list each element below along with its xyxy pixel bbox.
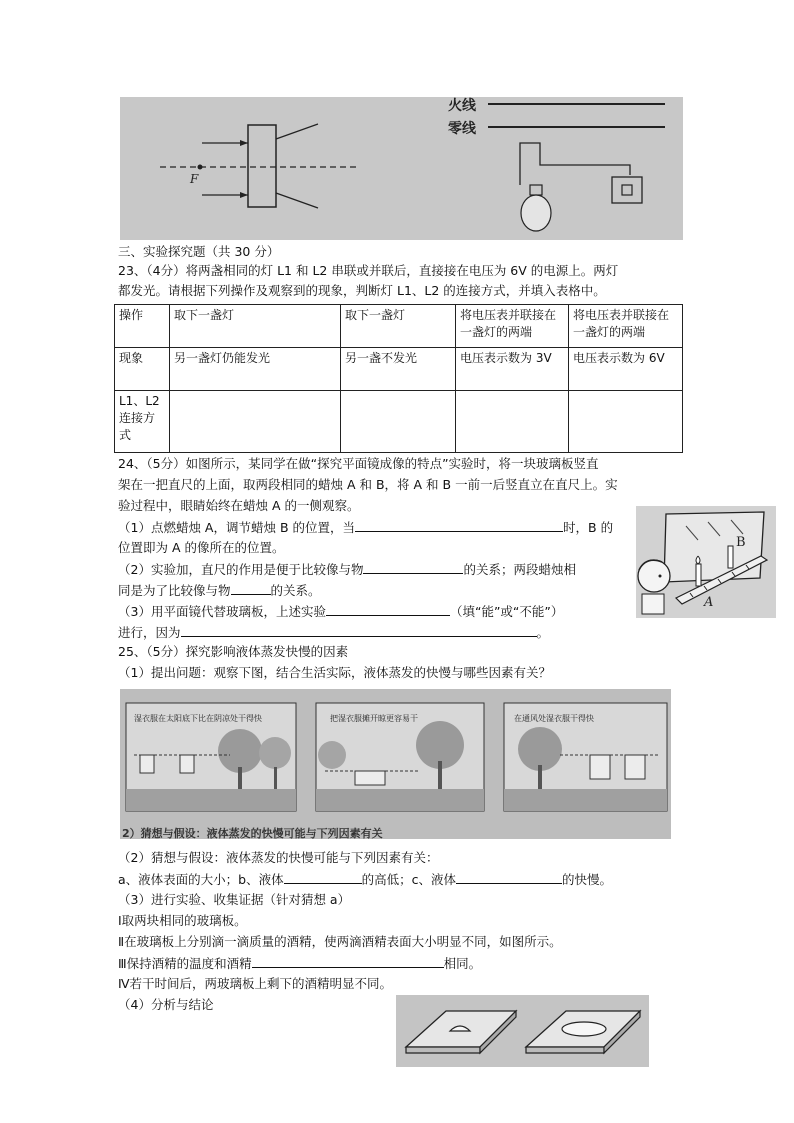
glass-plates-drawing [396, 995, 649, 1067]
q25-question4: （4）分析与结论 [118, 997, 214, 1012]
cropped-caption: 2）猜想与假设：液体蒸发的快慢可能与下列因素有关 [122, 827, 383, 839]
q25-question2: （2）猜想与假设：液体蒸发的快慢可能与下列因素有关： [118, 850, 439, 865]
q25-question3: （3）进行实验、收集证据（针对猜想 a） [118, 892, 351, 907]
q24-part3: （3）用平面镜代替玻璃板，上述实验 （填“能”或“不能”） [118, 604, 564, 619]
connection-table [114, 304, 683, 453]
q25-hypotheses: a、液体表面的大小；b、液体 的高低；c、液体 的快慢。 [118, 872, 612, 887]
panel-caption: 在通风处湿衣服干得快 [514, 714, 594, 723]
answer-cell[interactable] [341, 391, 456, 453]
q24-line1: 24、（5分）如图所示，某同学在做“探究平面镜成像的特点”实验时，将一块玻璃板竖直 [118, 456, 599, 471]
table-cell: 取下一盏灯 [341, 305, 456, 348]
focus-label: F [190, 172, 199, 186]
answer-cell[interactable] [456, 391, 569, 453]
q24-part1: （1）点燃蜡烛 A，调节蜡烛 B 的位置，当 时，B 的 [118, 520, 614, 535]
answer-blank[interactable] [252, 954, 444, 968]
q23-line1: 23、（4分）将两盏相同的灯 L1 和 L2 串联或并联后，直接接在电压为 6V 的电源上。两灯 [118, 263, 619, 278]
panel-caption: 湿衣服在太阳底下比在阴凉处干得快 [134, 714, 262, 723]
answer-blank[interactable] [284, 870, 362, 884]
table-cell: 将电压表并联接在一盏灯的两端 [569, 305, 683, 348]
answer-blank[interactable] [181, 623, 537, 637]
q25-title: 25、（5分）探究影响液体蒸发快慢的因素 [118, 644, 349, 659]
table-row-phenomenon [115, 348, 683, 391]
q24-part3-cont: 进行，因为 。 [118, 625, 550, 640]
q25-step1: Ⅰ取两块相同的玻璃板。 [118, 913, 247, 928]
lens-figure [120, 97, 683, 240]
answer-cell[interactable] [569, 391, 683, 453]
answer-blank[interactable] [326, 602, 450, 616]
candle-a-label: A [704, 595, 714, 610]
mirror-experiment-figure [636, 506, 776, 618]
table-cell: 将电压表并联接在一盏灯的两端 [456, 305, 569, 348]
q23-line2: 都发光。请根据下列操作及观察到的现象，判断灯 L1、L2 的连接方式，并填入表格中。 [118, 283, 606, 298]
answer-blank[interactable] [231, 581, 271, 595]
q25-step2: Ⅱ在玻璃板上分别滴一滴质量的酒精，使两滴酒精表面大小明显不同，如图所示。 [118, 934, 562, 949]
table-cell: 电压表示数为 6V [569, 348, 683, 391]
panel-ventilated [504, 703, 667, 811]
q25-question1: （1）提出问题：观察下图，结合生活实际，液体蒸发的快慢与哪些因素有关？ [118, 665, 551, 680]
live-wire-label: 火线 [448, 98, 476, 114]
q24-part2-cont: 同是为了比较像与物 的关系。 [118, 583, 321, 598]
evaporation-panels-figure [120, 689, 671, 839]
panel-caption: 把湿衣服摊开晾更容易干 [330, 714, 418, 723]
table-cell: 操作 [115, 305, 170, 348]
table-cell: 现象 [115, 348, 170, 391]
table-cell: 电压表示数为 3V [456, 348, 569, 391]
answer-blank[interactable] [355, 518, 563, 532]
mirror-experiment-drawing [636, 506, 776, 618]
q25-step4: Ⅳ若干时间后，两玻璃板上剩下的酒精明显不同。 [118, 976, 393, 991]
table-cell: L1、L2连接方式 [115, 391, 170, 453]
panel-spread-out [316, 703, 484, 811]
q24-part1-cont: 位置即为 A 的像所在的位置。 [118, 540, 285, 555]
section3-title: 三、实验探究题（共 30 分） [118, 244, 280, 259]
candle-b-label: B [736, 535, 746, 550]
q24-line2: 架在一把直尺的上面，取两段相同的蜡烛 A 和 B，将 A 和 B 一前一后竖直立在直尺上。实 [118, 477, 618, 492]
lens-and-circuit-diagram [120, 97, 683, 240]
table-row-operation [115, 305, 683, 348]
table-cell: 另一盏不发光 [341, 348, 456, 391]
neutral-wire-label: 零线 [448, 121, 476, 137]
q24-line3: 验过程中，眼睛始终在蜡烛 A 的一侧观察。 [118, 498, 360, 513]
table-cell: 取下一盏灯 [170, 305, 341, 348]
answer-blank[interactable] [363, 560, 463, 574]
answer-blank[interactable] [456, 870, 562, 884]
evaporation-panels-drawing [120, 689, 671, 839]
glass-plates-figure [396, 995, 649, 1067]
table-row-connection [115, 391, 683, 453]
q24-part2: （2）实验加，直尺的作用是便于比较像与物 的关系；两段蜡烛相 [118, 562, 576, 577]
q25-step3: Ⅲ保持酒精的温度和酒精 相同。 [118, 956, 482, 971]
answer-cell[interactable] [170, 391, 341, 453]
panel-sun-shade [126, 703, 296, 811]
table-cell: 另一盏灯仍能发光 [170, 348, 341, 391]
